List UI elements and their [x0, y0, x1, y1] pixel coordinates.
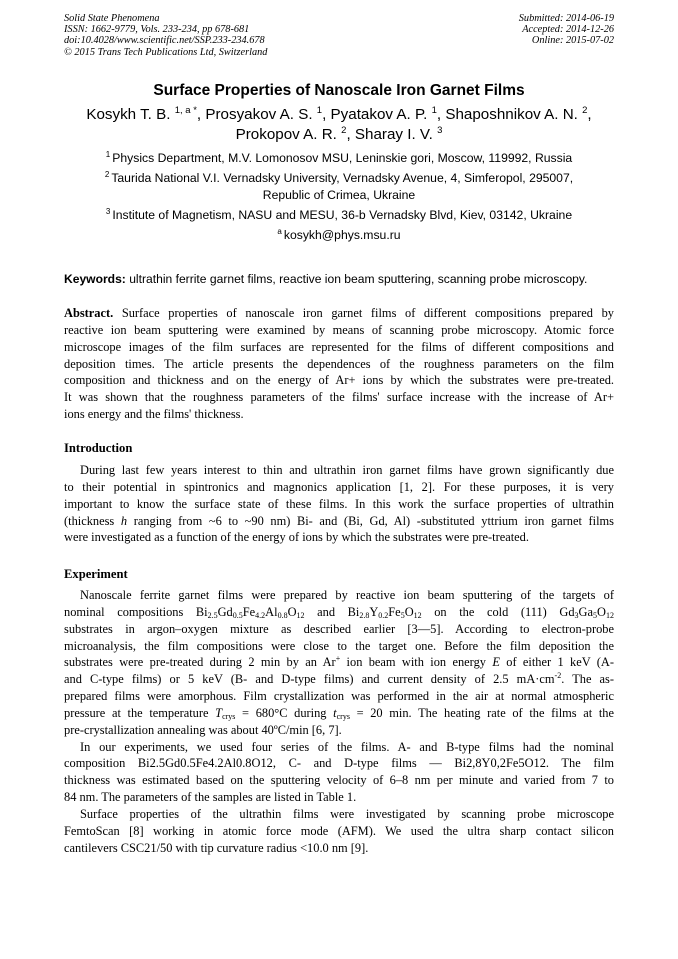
paper-title: Surface Properties of Nanoscale Iron Garnet Films: [153, 82, 525, 99]
abstract: Abstract. Surface properties of nanoscale iron garnet films of different compositions prepared by reactive ion beam sputtering were examined by means of scanning probe microscopy. Atomic force microscope images of the film surfaces are represented for the films of different compositions and deposition times. The article presents the dependences of the roughness parameters on the film composition and thickness and on the energy of Ar+ ions by which the substrates were pre-treated. It was shown that the roughness parameters of the films' surface increase with the increase of Ar+ ions energy and the films' thickness.: [64, 306, 614, 422]
email-affiliation: $^a$ kosykh@phys.msu.ru: [277, 227, 401, 242]
author: Prosyakov A. S. $^1$,: [205, 105, 331, 123]
keywords-label: Keywords:: [64, 272, 126, 286]
experiment-paragraph-3: Surface properties of the ultrathin films were investigated by scanning probe microscope FemtoScan [8] working in atomic force mode (AFM). We used the ultra sharp contact silicon cantilevers CSC21/50 with tip curvature radius <10.0 nm [9].: [64, 807, 614, 855]
author: Pyatakov A. P. $^1$,: [330, 105, 446, 123]
introduction-paragraph: During last few years interest to thin and ultrathin iron garnet films have grown significantly due to their potential in spintronics and magnonics application [1, 2]. For these purposes, it is very important to know the surface state of these films. In this work the surface properties of ultrathin (thickness h ranging from ~6 to ~90 nm) Bi- and (Bi, Gd, Al) -substituted yttrium iron garnet films were investigated as a function of the energy of ions by which the substrates were pre-treated.: [64, 463, 614, 545]
author: Sharay I. V. $^3$: [354, 125, 443, 143]
formula-b: $Bi_{2.8}Y_{0.2}Fe_5O_{12}$: [347, 604, 422, 620]
copyright-line: © 2015 Trans Tech Publications Ltd, Switzerland: [64, 46, 268, 58]
online-date: Online: 2015-07-02: [531, 35, 614, 47]
author: Shaposhnikov A. N. $^2$,: [445, 105, 592, 123]
author: Prokopov A. R. $^2$,: [235, 125, 355, 143]
affiliation-3: $^3$ Institute of Magnetism, NASU and MESU, 36-b Vernadsky Blvd, Kiev, 03142, Ukraine: [105, 207, 573, 222]
author-list: [56, 105, 622, 145]
issn-line: ISSN: 1662-9779, Vols. 233-234, pp 678-681: [64, 24, 250, 36]
formula-a: $Bi_{2.5}Gd_{0.5}Fe_{4.2}Al_{0.8}O_{12}$: [195, 604, 305, 620]
dates-header: [519, 13, 614, 47]
affiliation-1: $^1$ Physics Department, M.V. Lomonosov MSU, Leninskie gori, Moscow, 119992, Russia: [105, 150, 573, 165]
submitted-date: Submitted: 2014-06-19: [518, 13, 614, 24]
accepted-date: Accepted: 2014-12-26: [522, 24, 614, 36]
experiment-paragraph-2: In our experiments, we used four series of the films. A- and B-type films had the nominal composition Bi2.5Gd0.5Fe4.2Al0.8O12, C- and D-type films — Bi2,8Y0,2Fe5O12. The film thickness was estimated based on the sputtering velocity of 6–8 nm per minute and varied from 7 to 84 nm. The parameters of the samples are listed in Table 1.: [64, 739, 614, 805]
keywords: [64, 272, 587, 286]
abstract-label: Abstract.: [64, 306, 114, 320]
experiment-heading: Experiment: [64, 567, 128, 581]
journal-name: Solid State Phenomena: [64, 13, 160, 24]
introduction-heading: Introduction: [64, 441, 133, 455]
journal-header: [64, 13, 267, 58]
author-email: kosykh@phys.msu.ru: [283, 228, 401, 242]
doi-line: doi:10.4028/www.scientific.net/SSP.233-234.678: [64, 35, 265, 47]
keywords-text: ultrathin ferrite garnet films, reactive ion beam sputtering, scanning probe microscopy.: [129, 272, 588, 286]
formula-c: $Gd_3Ga_5O_{12}$: [559, 604, 614, 620]
affiliation-2: $^2$ Taurida National V.I. Vernadsky University, Vernadsky Avenue, 4, Simferopol, 295007, Republic of Crimea, Ukraine: [104, 170, 574, 202]
experiment-paragraph-1: Nanoscale ferrite garnet films were prepared by reactive ion beam sputtering of the targets of nominal compositions $Bi_{2.5}Gd_{0.5}Fe_{4.2}Al_{0.8}O_{12}$ and $Bi_{2.8}Y_{0.2}Fe_5O_{12}$ on the cold (111) $Gd_3Ga_5O_{12}$ substrates in argon–oxygen mixture as described earlier [3—5]. According to electron-probe microanalysis, the film compositions were close to the target one. Before the film deposition the substrates were pre-treated during 2 min by an Ar+ ion beam with ion energy E of either 1 keV (A- and C-type films) or 5 keV (B- and D-type films) and current density of 2.5 $mA\cdot cm^{-2}$. The as- prepared films were amorphous. Film crystallization was performed in the air at normal atmospheric pressure at the temperature $T_{crys} = 680^\circ C$ during $t_{crys} = 20$ min. The heating rate of the films at the pre-crystallization annealing was about 40ºC/min [6, 7].: [64, 588, 615, 737]
author: Kosykh T. B. $^{1, a *}$,: [86, 105, 206, 123]
